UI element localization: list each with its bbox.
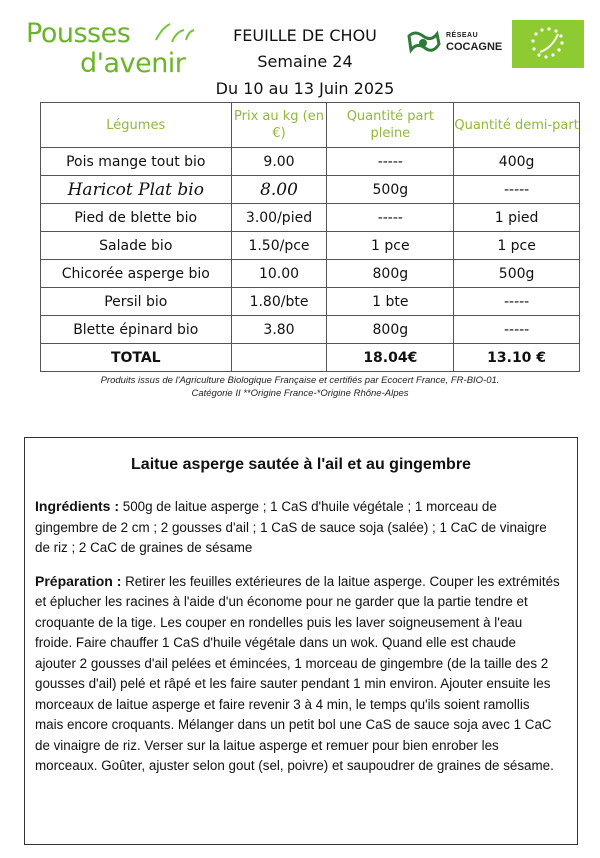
- veg-full: -----: [327, 204, 454, 232]
- veg-half: -----: [454, 176, 580, 204]
- veg-name: Pied de blette bio: [41, 204, 232, 232]
- veg-half: -----: [454, 316, 580, 344]
- total-half-share: 13.10 €: [454, 344, 580, 372]
- table-row: [41, 232, 580, 260]
- total-full-share: 18.04€: [327, 344, 454, 372]
- ingredients-paragraph: [35, 496, 560, 559]
- preparation-paragraph: [35, 571, 560, 777]
- date-range: Du 10 au 13 Juin 2025: [215, 79, 395, 98]
- logo-line-2: d'avenir: [80, 48, 186, 79]
- veg-full: 1 pce: [327, 232, 454, 260]
- total-label: TOTAL: [41, 344, 232, 372]
- header-half-share: Quantité demi-part: [454, 103, 580, 148]
- table-row: [41, 260, 580, 288]
- veg-full: 500g: [327, 176, 454, 204]
- table-row: [41, 204, 580, 232]
- veg-half: 1 pce: [454, 232, 580, 260]
- veg-price: 3.00/pied: [231, 204, 327, 232]
- veg-price: 10.00: [231, 260, 327, 288]
- veg-half: 400g: [454, 148, 580, 176]
- veg-price-handwritten: 8.00: [231, 176, 327, 204]
- vegetable-table: [40, 102, 580, 372]
- recipe-box: [24, 437, 578, 845]
- ingredients-label: Ingrédients :: [35, 498, 120, 514]
- header-legumes: Légumes: [41, 103, 232, 148]
- table-header-row: [41, 103, 580, 148]
- veg-price: 1.50/pce: [231, 232, 327, 260]
- veg-price: 3.80: [231, 316, 327, 344]
- veg-name: Blette épinard bio: [41, 316, 232, 344]
- preparation-text: Retirer les feuilles extérieures de la laitue asperge. Couper les extrémités et éplucher les racines à l'aide d'un économe pour ne garder que la partie tendre et croquante de la tige. Les couper en rondelles puis les laver soigneusement à l'eau froide. Faire chauffer 1 CaS d'huile végétale dans un wok. Quand elle est chaude ajouter 2 gousses d'ail pelées et émincées, 1 morceau de gingembre (de la taille des 2 gousses d'ail) pelé et râpé et les faire sauter pendant 1 min environ. Ajouter ensuite les morceaux de laitue asperge et faire revenir 3 à 4 min, le temps qu'ils soient ramollis mais encore croquants. Mélanger dans un petit bol une CaS de sauce soja avec 1 CaC de vinaigre de riz. Verser sur la laitue asperge et remuer pour bien enrober les morceaux. Goûter, ajuster selon gout (sel, poivre) et saupoudrer de graines de sésame.: [35, 573, 560, 773]
- network-name: COCAGNE: [446, 41, 503, 53]
- veg-full: -----: [327, 148, 454, 176]
- footnote-line-2: Catégorie II **Origine France-*Origine Rhône-Alpes: [191, 388, 409, 399]
- veg-name: Salade bio: [41, 232, 232, 260]
- table-row: [41, 288, 580, 316]
- veg-name: Chicorée asperge bio: [41, 260, 232, 288]
- veg-full: 800g: [327, 316, 454, 344]
- pousses-davenir-logo: [26, 18, 198, 80]
- veg-price: 1.80/bte: [231, 288, 327, 316]
- veg-half: 500g: [454, 260, 580, 288]
- cocagne-emblem-icon: [405, 28, 443, 58]
- header-full-share: Quantité part pleine: [327, 103, 454, 148]
- recipe-title: Laitue asperge sautée à l'ail et au gingembre: [131, 456, 471, 473]
- veg-name-handwritten: Haricot Plat bio: [41, 176, 232, 204]
- veg-name: Pois mange tout bio: [41, 148, 232, 176]
- preparation-label: Préparation :: [35, 572, 122, 589]
- veg-name: Persil bio: [41, 288, 232, 316]
- table-row: [41, 148, 580, 176]
- recipe-body: [35, 496, 560, 789]
- footnote-line-1: Produits issus de l'Agriculture Biologique Française et certifiés par Ecocert France, FR-BIO-01.: [100, 375, 500, 386]
- table-row: [41, 176, 580, 204]
- veg-full: 1 bte: [327, 288, 454, 316]
- veg-full: 800g: [327, 260, 454, 288]
- veg-half: -----: [454, 288, 580, 316]
- reseau-cocagne-logo: [405, 28, 505, 58]
- logo-line-1: Pousses: [26, 18, 131, 49]
- veg-half: 1 pied: [454, 204, 580, 232]
- total-price-empty: [231, 344, 327, 372]
- eu-organic-leaf-logo: [512, 20, 584, 68]
- ingredients-text: 500g de laitue asperge ; 1 CaS d'huile végétale ; 1 morceau de gingembre de 2 cm ; 2 gousses d'ail ; 1 CaS de sauce soja (salée) ; 1 CaC de vinaigre de riz ; 2 CaC de graines de sésame: [35, 499, 547, 555]
- table-row: [41, 316, 580, 344]
- network-small-label: RÉSEAU: [446, 32, 479, 39]
- sheet-title: FEUILLE DE CHOU: [233, 26, 377, 45]
- total-row: [41, 344, 580, 372]
- week-label: Semaine 24: [257, 52, 353, 71]
- header-price: Prix au kg (en €): [231, 103, 327, 148]
- certification-footnote: [40, 374, 560, 400]
- veg-price: 9.00: [231, 148, 327, 176]
- eu-leaf-stars-icon: [512, 20, 584, 68]
